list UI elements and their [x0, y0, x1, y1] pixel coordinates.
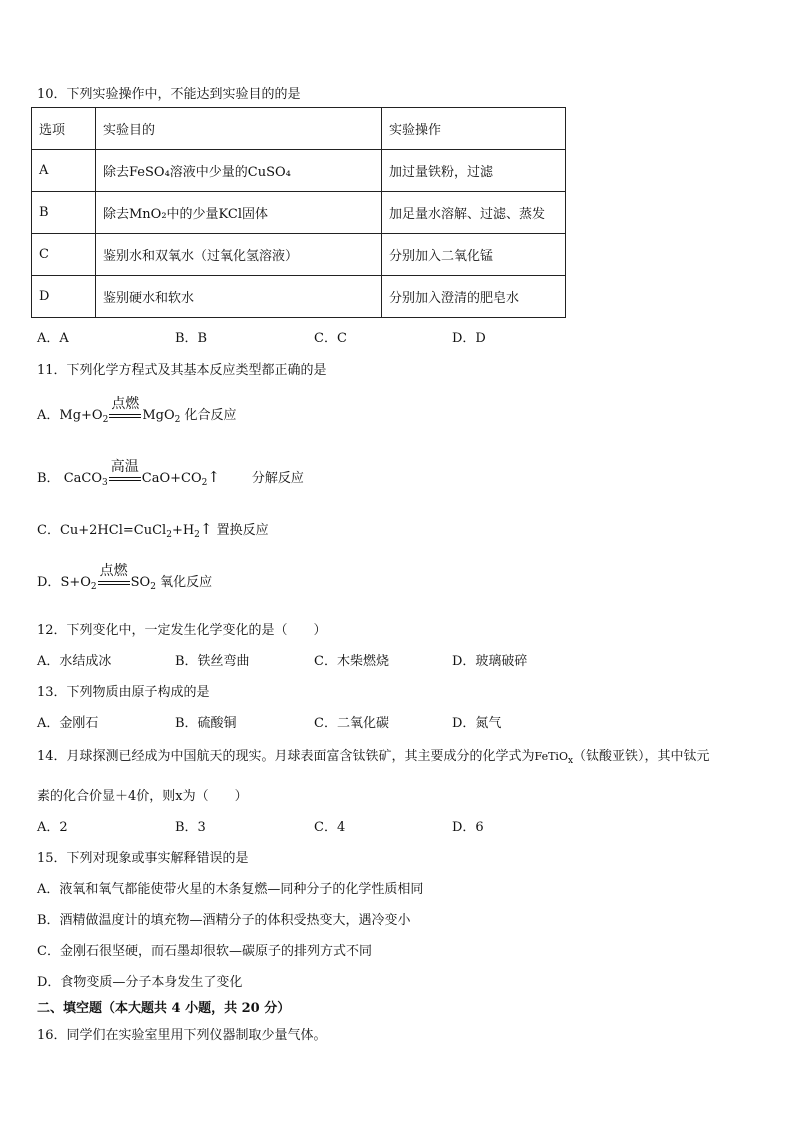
equation-left: CaCO: [63, 471, 103, 486]
q13-choice-d[interactable]: D．氮气: [452, 716, 502, 731]
q11-option-d[interactable]: [37, 563, 213, 592]
row-operation: 加足量水溶解、过滤、蒸发: [382, 192, 566, 234]
equation-right: SO: [130, 575, 151, 590]
q15-choice-b[interactable]: B．酒精做温度计的填充物—酒精分子的体积受热变大，遇冷变小: [37, 913, 411, 928]
reaction-type: 氧化反应: [160, 575, 213, 590]
subscript: 2: [174, 415, 181, 425]
question-16-stem: 16．同学们在实验室里用下列仪器制取少量气体。: [37, 1028, 327, 1043]
equation-right: CaO+CO: [141, 471, 202, 486]
q15-choice-a[interactable]: A．液氧和氧气都能使带火星的木条复燃—同种分子的化学性质相同: [37, 882, 424, 897]
equation-left: Mg+O: [59, 408, 103, 423]
row-option: B: [32, 192, 96, 234]
formula: FeTiO: [534, 750, 568, 763]
row-option: D: [32, 276, 96, 318]
option-prefix: A．: [37, 408, 60, 423]
q13-choice-c[interactable]: C．二氧化碳: [314, 716, 389, 731]
subscript: 2: [150, 582, 156, 592]
option-prefix: C．: [37, 523, 60, 538]
reaction-condition: [97, 563, 131, 592]
q15-choice-d[interactable]: D．食物变质—分子本身发生了变化: [37, 975, 243, 990]
row-purpose: 鉴别水和双氧水（过氧化氢溶液）: [96, 234, 382, 276]
reaction-type: 化合反应: [184, 408, 237, 423]
equation-left: S+O: [60, 575, 91, 590]
stem-text: （钛酸亚铁），其中钛元: [573, 749, 710, 764]
question-10-stem: 10．下列实验操作中，不能达到实验目的的是: [37, 87, 301, 102]
question-14-stem-line1: [37, 745, 710, 766]
table-row: [32, 192, 566, 234]
q11-option-a[interactable]: [37, 396, 237, 425]
section-2-title: 二、填空题（本大题共 4 小题，共 20 分）: [37, 1001, 291, 1016]
q12-choice-c[interactable]: C．木柴燃烧: [314, 654, 389, 669]
q14-choice-d[interactable]: D．6: [452, 820, 484, 835]
q11-option-b[interactable]: [37, 459, 304, 488]
equation-part: Cu+2HCl=CuCl: [59, 523, 167, 538]
question-13-stem: 13．下列物质由原子构成的是: [37, 685, 210, 700]
row-operation: 分别加入澄清的肥皂水: [382, 276, 566, 318]
question-12-stem: 12．下列变化中，一定发生化学变化的是（ ）: [37, 623, 327, 638]
q14-choice-b[interactable]: B．3: [175, 820, 206, 835]
q15-choice-c[interactable]: C．金刚石很坚硬，而石墨却很软—碳原子的排列方式不同: [37, 944, 372, 959]
q10-choice-c[interactable]: C．C: [314, 331, 347, 346]
q12-choice-b[interactable]: B．铁丝弯曲: [175, 654, 250, 669]
q10-choice-a[interactable]: A．A: [37, 331, 69, 346]
row-operation: 加过量铁粉，过滤: [382, 150, 566, 192]
row-operation: 分别加入二氧化锰: [382, 234, 566, 276]
row-purpose: 除去MnO₂中的少量KCl固体: [96, 192, 382, 234]
q10-choice-b[interactable]: B．B: [175, 331, 208, 346]
table-row: [32, 150, 566, 192]
row-purpose: 鉴别硬水和软水: [96, 276, 382, 318]
equals-sign: [109, 414, 141, 418]
q12-choice-a[interactable]: A．水结成冰: [37, 654, 112, 669]
q11-option-c[interactable]: [37, 519, 269, 540]
experiment-table: [31, 107, 566, 318]
reaction-type: 分解反应: [251, 471, 304, 486]
subscript: 2: [102, 415, 109, 425]
row-option: C: [32, 234, 96, 276]
table-row: [32, 234, 566, 276]
option-prefix: B．: [37, 471, 60, 486]
equation-part: +H: [171, 523, 195, 538]
reaction-condition: [108, 459, 142, 488]
subscript: 2: [166, 530, 172, 540]
table-row: [32, 276, 566, 318]
header-operation: 实验操作: [382, 108, 566, 150]
equals-sign: [109, 477, 141, 481]
reaction-condition: [108, 396, 142, 425]
header-option: 选项: [32, 108, 96, 150]
reaction-type: 置换反应: [216, 523, 269, 538]
table-header-row: [32, 108, 566, 150]
subscript: 2: [90, 582, 97, 592]
row-purpose: 除去FeSO₄溶液中少量的CuSO₄: [96, 150, 382, 192]
option-prefix: D．: [37, 575, 61, 590]
stem-text: 14．月球探测已经成为中国航天的现实。月球表面富含钛铁矿，其主要成分的化学式为: [37, 749, 535, 764]
q12-choice-d[interactable]: D．玻璃破碎: [452, 654, 528, 669]
gas-arrow-icon: ↑: [199, 520, 213, 538]
question-11-stem: 11．下列化学方程式及其基本反应类型都正确的是: [37, 363, 327, 378]
equation-right: MgO: [142, 408, 175, 423]
q10-choice-d[interactable]: D．D: [452, 331, 486, 346]
question-15-stem: 15．下列对现象或事实解释错误的是: [37, 851, 249, 866]
subscript: 2: [194, 530, 200, 540]
q13-choice-a[interactable]: A．金刚石: [37, 716, 99, 731]
condition-label: 点燃: [99, 563, 128, 579]
header-purpose: 实验目的: [96, 108, 382, 150]
gas-arrow-icon: ↑: [207, 468, 220, 486]
q14-choice-a[interactable]: A．2: [37, 820, 68, 835]
condition-label: 高温: [110, 459, 139, 475]
subscript: 2: [201, 478, 208, 488]
subscript: x: [567, 756, 574, 766]
q13-choice-b[interactable]: B．硫酸铜: [175, 716, 237, 731]
subscript: 3: [102, 478, 108, 488]
condition-label: 点燃: [111, 396, 140, 412]
row-option: A: [32, 150, 96, 192]
question-14-stem-line2: 素的化合价显＋4价，则x为（ ）: [37, 789, 248, 804]
q14-choice-c[interactable]: C．4: [314, 820, 346, 835]
equals-sign: [98, 581, 130, 585]
